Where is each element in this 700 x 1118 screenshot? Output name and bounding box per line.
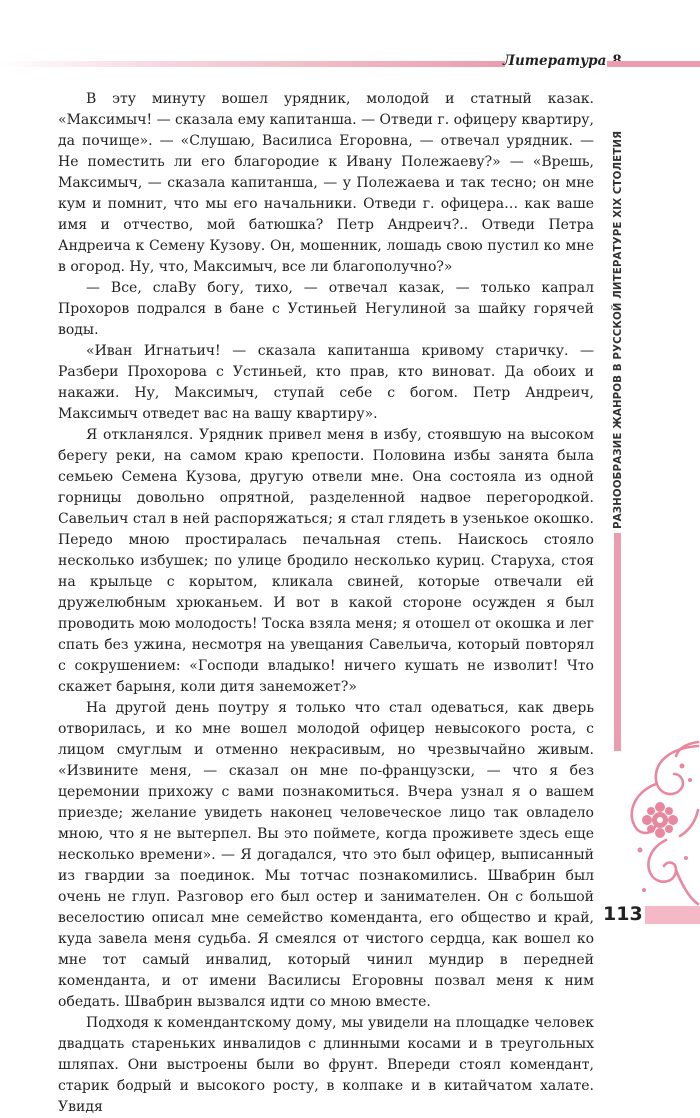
header-subject: Литература [503,53,607,69]
paragraph: В эту минуту вошел урядник, молодой и статный казак. «Максимыч! — сказала ему капитанша. — Отведи г. офицеру квартиру, да почище». — «Слушаю, Василиса Егоровна, — отвечал урядник. — Не поместить ли его благородие к Ивану Полежаеву?» — «Врешь, Максимыч, — сказала капитанша, — у Полежаева и так тесно; он мне кум и помнит, что мы его начальники. Отведи г. офицера… как ваше имя и отчество, мой батюшка? Петр Андреич?.. Отведи Петра Андреича к Семену Кузову. Он, мошенник, лошадь свою пустил ко мне в огород. Ну, что, Максимыч, все ли благополучно?» [58,91,594,275]
floral-ornament-icon [620,740,700,910]
footer-accent-bar [645,906,700,924]
page-number: 113 [603,903,643,925]
header-rule [0,61,505,67]
paragraph: — Все, слаBу богу, тихо, — отвечал казак, — только капрал Прохоров подрался в бане с Устиньей Негулиной за шайку горячей воды. [58,280,594,338]
paragraph: На другой день поутру я только что стал одеваться, как дверь отворилась, и ко мне вошел молодой офицер невысокого роста, с лицом смуглым и отменно некрасивым, но чрезвычайно живым. «Извините меня, — сказал он мне по-французски, — что я без церемонии прихожу с вами познакомиться. Вчера узнал я о вашем приезде; желание увидеть наконец человеческое лицо так овладело мною, что я не вытерпел. Вы это поймете, когда проживете здесь еще несколько времени». — Я догадался, что это был офицер, выписанный из гвардии за поединок. Мы тотчас познакомились. Швабрин был очень не глуп. Разговор его был остер и занимателен. Он с большой веселостию описал мне семейство коменданта, его общество и край, куда завела меня судьба. Я смеялся от чистого сердца, как вошел ко мне тот самый инвалид, который чинил мундир в передней коменданта, и от имени Василисы Егоровны позвал меня к ним обедать. Швабрин вызвался идти со мною вместе. [58,700,594,1010]
sidebar-accent-bar [614,533,621,751]
header-accent-bar [607,61,700,67]
body-text [58,89,594,1118]
paragraph: «Иван Игнатьич! — сказала капитанша кривому старичку. — Разбери Прохорова с Устиньей, кто прав, кто виноват. Да обоих и накажи. Ну, Максимыч, ступай себе с богом. Петр Андреич, Максимыч отведет вас на вашу квартиру». [58,343,594,422]
paragraph: Подходя к комендантскому дому, мы увидели на площадке человек двадцать стареньких инвалидов с длинными косами и в треугольных шляпах. Они выстроены были во фрунт. Впереди стоял комендант, старик бодрый и высокого росту, в колпаке и в китайчатом халате. Увидя [58,1015,594,1115]
paragraph: Я откланялся. Урядник привел меня в избу, стоявшую на высоком берегу реки, на самом краю крепости. Половина избы занята была семьею Семена Кузова, другую отвели мне. Она состояла из одной горницы довольно опрятной, разделенной надвое перегородкой. Савельич стал в ней распоряжаться; я стал глядеть в узенькое окошко. Передо мною простиралась печальная степь. Наискось стояло несколько избушек; по улице бродило несколько куриц. Старуха, стоя на крыльце с корытом, кликала свиней, которые отвечали ей дружелюбным хрюканьем. И вот в какой стороне осужден я был проводить мою молодость! Тоска взяла меня; я отошел от окошка и лег спать без ужина, несмотря на увещания Савельича, который повторял с сокрушением: «Господи владыко! ничего кушать не изволит! Что скажет барыня, коли дитя занеможет?» [58,427,594,695]
running-header [503,53,622,69]
sidebar-section-title: РАЗНООБРАЗИЕ ЖАНРОВ В РУССКОЙ ЛИТЕРАТУРЕ XIX СТОЛЕТИЯ [612,130,624,529]
